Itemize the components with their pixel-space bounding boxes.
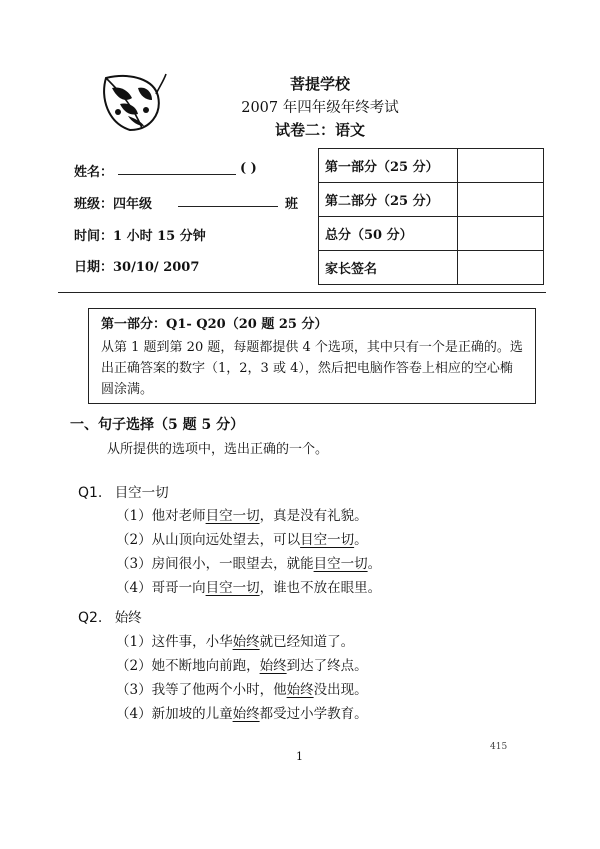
option-text: ，谁也不放在眼里。 xyxy=(259,580,382,596)
page-number: 1 xyxy=(296,750,303,763)
q2-option-2[interactable] xyxy=(116,654,368,674)
q2-option-1[interactable] xyxy=(116,630,354,650)
score-label-total: 总分（50 分） xyxy=(319,217,458,251)
name-label: 姓名： xyxy=(74,165,114,180)
score-cell-signature[interactable] xyxy=(458,251,544,285)
question-number: Q1. xyxy=(78,485,103,501)
question-word: 目空一切 xyxy=(114,485,169,501)
school-name: 菩提学校 xyxy=(289,75,350,93)
q1-option-4[interactable] xyxy=(116,576,381,596)
score-table xyxy=(318,148,544,280)
question-q2 xyxy=(78,606,142,626)
score-label-part2: 第二部分（25 分） xyxy=(319,183,458,217)
option-text: （2）从山顶向远处望去，可以 xyxy=(116,532,301,548)
paper-title: 试卷二：语文 xyxy=(274,121,365,139)
option-text: （2）她不断地向前跑， xyxy=(116,658,260,674)
option-underlined: 始终 xyxy=(232,706,260,722)
option-underlined: 目空一切 xyxy=(205,580,260,596)
question-q1 xyxy=(78,481,169,501)
section-subtitle: 从所提供的选项中，选出正确的一个。 xyxy=(107,442,329,457)
option-underlined: 始终 xyxy=(232,634,260,650)
q1-option-3[interactable] xyxy=(116,552,381,572)
time-label: 时间：1 小时 15 分钟 xyxy=(74,229,206,244)
option-underlined: 始终 xyxy=(259,658,287,674)
question-word: 始终 xyxy=(114,610,142,626)
question-number: Q2. xyxy=(78,610,103,626)
corner-mark: 415 xyxy=(490,742,508,752)
score-cell-part1[interactable] xyxy=(458,149,544,183)
option-text: 。 xyxy=(367,556,382,572)
option-text: 没出现。 xyxy=(313,682,368,698)
name-paren: ( ) xyxy=(240,161,257,176)
exam-title: 2007 年四年级年终考试 xyxy=(241,100,399,116)
option-text: 就已经知道了。 xyxy=(259,634,355,650)
q2-option-3[interactable] xyxy=(116,678,368,698)
option-text: （3）我等了他两个小时，他 xyxy=(116,682,287,698)
section-divider xyxy=(58,292,546,293)
score-label-part1: 第一部分（25 分） xyxy=(319,149,458,183)
option-text: 。 xyxy=(354,532,368,548)
date-label: 日期：30/10/ 2007 xyxy=(74,260,200,275)
instruction-title: 第一部分：Q1- Q20（20 题 25 分） xyxy=(101,317,328,332)
option-text: （1）他对老师 xyxy=(116,508,206,524)
option-text: （1）这件事，小华 xyxy=(116,634,233,650)
option-text: 都受过小学教育。 xyxy=(259,706,368,722)
class-suffix: 班 xyxy=(285,197,299,212)
option-text: ，真是没有礼貌。 xyxy=(259,508,368,524)
name-line[interactable] xyxy=(118,174,236,175)
option-underlined: 目空一切 xyxy=(313,556,368,572)
class-label: 班级：四年级 xyxy=(74,197,153,212)
option-text: （3）房间很小，一眼望去，就能 xyxy=(116,556,314,572)
option-text: 到达了终点。 xyxy=(286,658,368,674)
q1-option-1[interactable] xyxy=(116,504,368,524)
q2-option-4[interactable] xyxy=(116,702,368,722)
q1-option-2[interactable] xyxy=(116,528,368,548)
score-cell-part2[interactable] xyxy=(458,183,544,217)
section-title: 一、句子选择（5 题 5 分） xyxy=(70,417,245,433)
option-underlined: 目空一切 xyxy=(205,508,260,524)
instruction-text: 从第 1 题到第 20 题，每题都提供 4 个选项，其中只有一个是正确的。选出正确答案的数字（1，2，3 或 4），然后把电脑作答卷上相应的空心椭圆涂满。 xyxy=(101,340,523,397)
option-text: （4）哥哥一向 xyxy=(116,580,206,596)
option-underlined: 目空一切 xyxy=(300,532,355,548)
class-line[interactable] xyxy=(178,206,278,207)
score-cell-total[interactable] xyxy=(458,217,544,251)
instruction-box xyxy=(88,308,536,404)
option-underlined: 始终 xyxy=(286,682,314,698)
score-label-signature: 家长签名 xyxy=(319,251,458,285)
option-text: （4）新加坡的儿童 xyxy=(116,706,233,722)
